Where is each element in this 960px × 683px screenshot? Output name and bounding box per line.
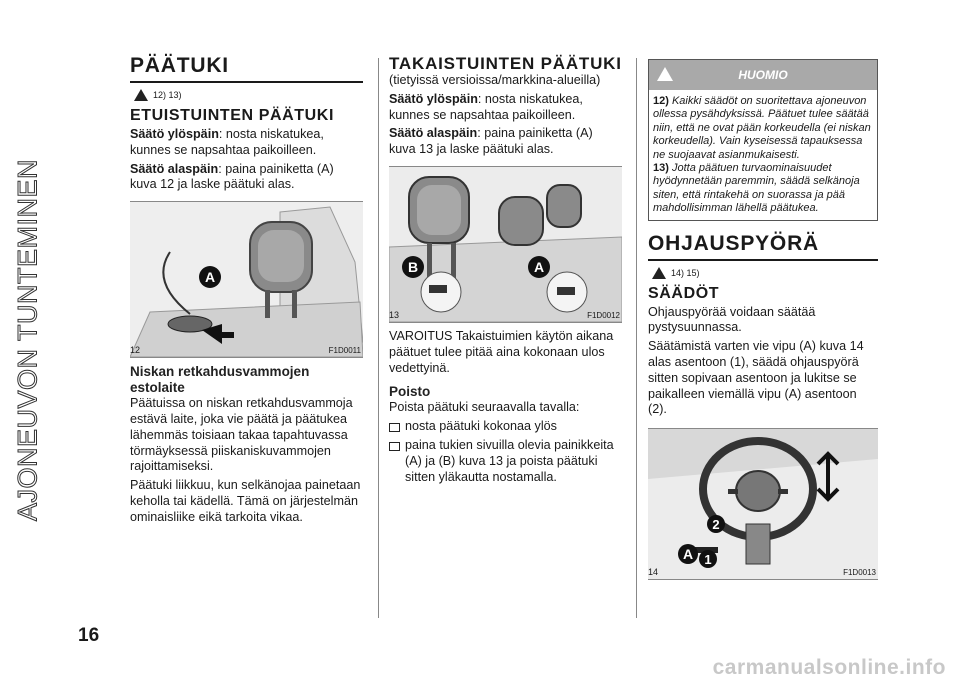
notice-box <box>648 59 878 221</box>
paragraph-whiplash: Päätuissa on niskan retkahdusvammoja estävä laite, joka vie päätä ja päätukea lähemmäs toisiaan takaa tapahtuvassa törmäyksessä piiskaniskuvammojen rajoittamiseksi. <box>130 396 353 474</box>
warning-icon <box>657 67 673 81</box>
column-divider <box>378 58 379 618</box>
notice-header: HUOMIO <box>649 60 877 90</box>
figure-code: F1D0011 <box>328 346 361 356</box>
page-number: 16 <box>78 625 100 646</box>
figure-14 <box>648 428 878 580</box>
figure-number: 12 <box>130 345 141 356</box>
column-1 <box>130 55 363 529</box>
figure-code: F1D0013 <box>843 568 876 578</box>
paragraph-warning: VAROITUS Takaistuimien käytön aikana päätuet tulee pitää aina kokonaan ulos vedettyinä. <box>389 328 614 375</box>
headrest-illustration <box>130 202 363 357</box>
warning-icon <box>652 267 666 279</box>
steering-wheel-illustration <box>648 429 878 579</box>
paragraph-rear-adjust-down: Säätö alaspäin: paina painiketta (A) kuva 13 ja laske päätuki alas. <box>389 126 593 157</box>
side-chapter-title: AJONEUVON TUNTEMINEN <box>12 158 43 522</box>
notice-item-13: 13) Jotta päätuen turvaominaisuudet hyödynnetään paremmin, säädä selkänoja siten, että rintakehä on suorassa ja pää mahdollisimman lähellä päätukea. <box>653 162 860 215</box>
svg-text:B: B <box>407 258 419 275</box>
column-3 <box>648 55 878 586</box>
warning-refs: 14) 15) <box>652 267 878 279</box>
figure-12 <box>130 201 363 358</box>
notice-body <box>649 90 877 220</box>
paragraph-headrest-moves: Päätuki liikkuu, kun selkänojaa painetaan keholla tai kädellä. Tämä on järjestelmän ominaisliike eikä tarkoita vikaa. <box>130 478 361 524</box>
paragraph-removal-intro: Poista päätuki seuraavalla tavalla: <box>389 400 580 415</box>
column-2 <box>389 55 622 488</box>
section-title-steering-wheel: OHJAUSPYÖRÄ <box>648 231 819 255</box>
bullet-icon <box>389 423 400 432</box>
figure-code: F1D0012 <box>587 310 620 320</box>
rear-headrest-illustration <box>389 167 622 322</box>
warning-refs: 12) 13) <box>134 89 363 101</box>
figure-number: 13 <box>389 309 400 320</box>
paragraph-adjust-down: Säätö alaspäin: paina painiketta (A) kuva 12 ja laske päätuki alas. <box>130 161 334 192</box>
svg-text:A: A <box>533 258 545 275</box>
title-rule <box>130 81 363 83</box>
warning-icon <box>134 89 148 101</box>
notice-item-12: 12) Kaikki säädöt on suoritettava ajoneuvon ollessa pysähdyksissä. Päätuet tulee säätää niin, että ne ovat pään korkeudella (ei niskan korkeudella). Vain kyseisessä tapauksessa ne suojaavat asianmukaisesti. <box>653 95 871 161</box>
column-divider <box>636 58 637 618</box>
heading-removal: Poisto <box>389 384 431 400</box>
paragraph-steering-intro: Ohjauspyörää voidaan säätää pystysuunnassa. <box>648 304 816 335</box>
svg-text:2: 2 <box>712 517 720 533</box>
bullet-icon <box>389 442 400 451</box>
svg-text:1: 1 <box>704 552 712 568</box>
svg-text:A: A <box>682 546 694 563</box>
heading-whiplash: Niskan retkahdusvammojen estolaite <box>130 364 310 396</box>
paragraph-steering-procedure: Säätämistä varten vie vipu (A) kuva 14 alas asentoon (1), säädä ohjauspyörä sitten sopivaan asentoon ja lukitse se paikalleen viemällä vipu (A) asentoon (2). <box>648 339 864 417</box>
section-title-headrest: PÄÄTUKI <box>130 54 229 77</box>
subtitle-adjustments: SÄÄDÖT <box>648 284 720 302</box>
watermark: carmanualsonline.info <box>712 656 946 679</box>
paragraph-adjust-up: Säätö ylöspäin: nosta niskatukea, kunnes se napsahtaa paikoilleen. <box>130 127 324 157</box>
figure-number: 14 <box>648 567 659 578</box>
title-rule <box>648 259 878 261</box>
figure-13 <box>389 166 622 323</box>
paragraph-rear-adjust-up: Säätö ylöspäin: nosta niskatukea, kunnes se napsahtaa paikoilleen. <box>389 91 583 122</box>
paragraph-versions: (tietyissä versioissa/markkina-alueilla) <box>389 73 601 87</box>
list-item: paina tukien sivuilla olevia painikkeita (A) ja (B) kuva 13 ja poista päätuki sitten yläkautta nostamalla. <box>389 438 622 488</box>
svg-text:A: A <box>204 269 216 286</box>
section-title-rear-headrest: TAKAISTUINTEN PÄÄTUKI <box>389 54 622 73</box>
subtitle-front-headrest: ETUISTUINTEN PÄÄTUKI <box>130 107 334 124</box>
list-item: nosta päätuki kokonaa ylös <box>389 419 622 438</box>
